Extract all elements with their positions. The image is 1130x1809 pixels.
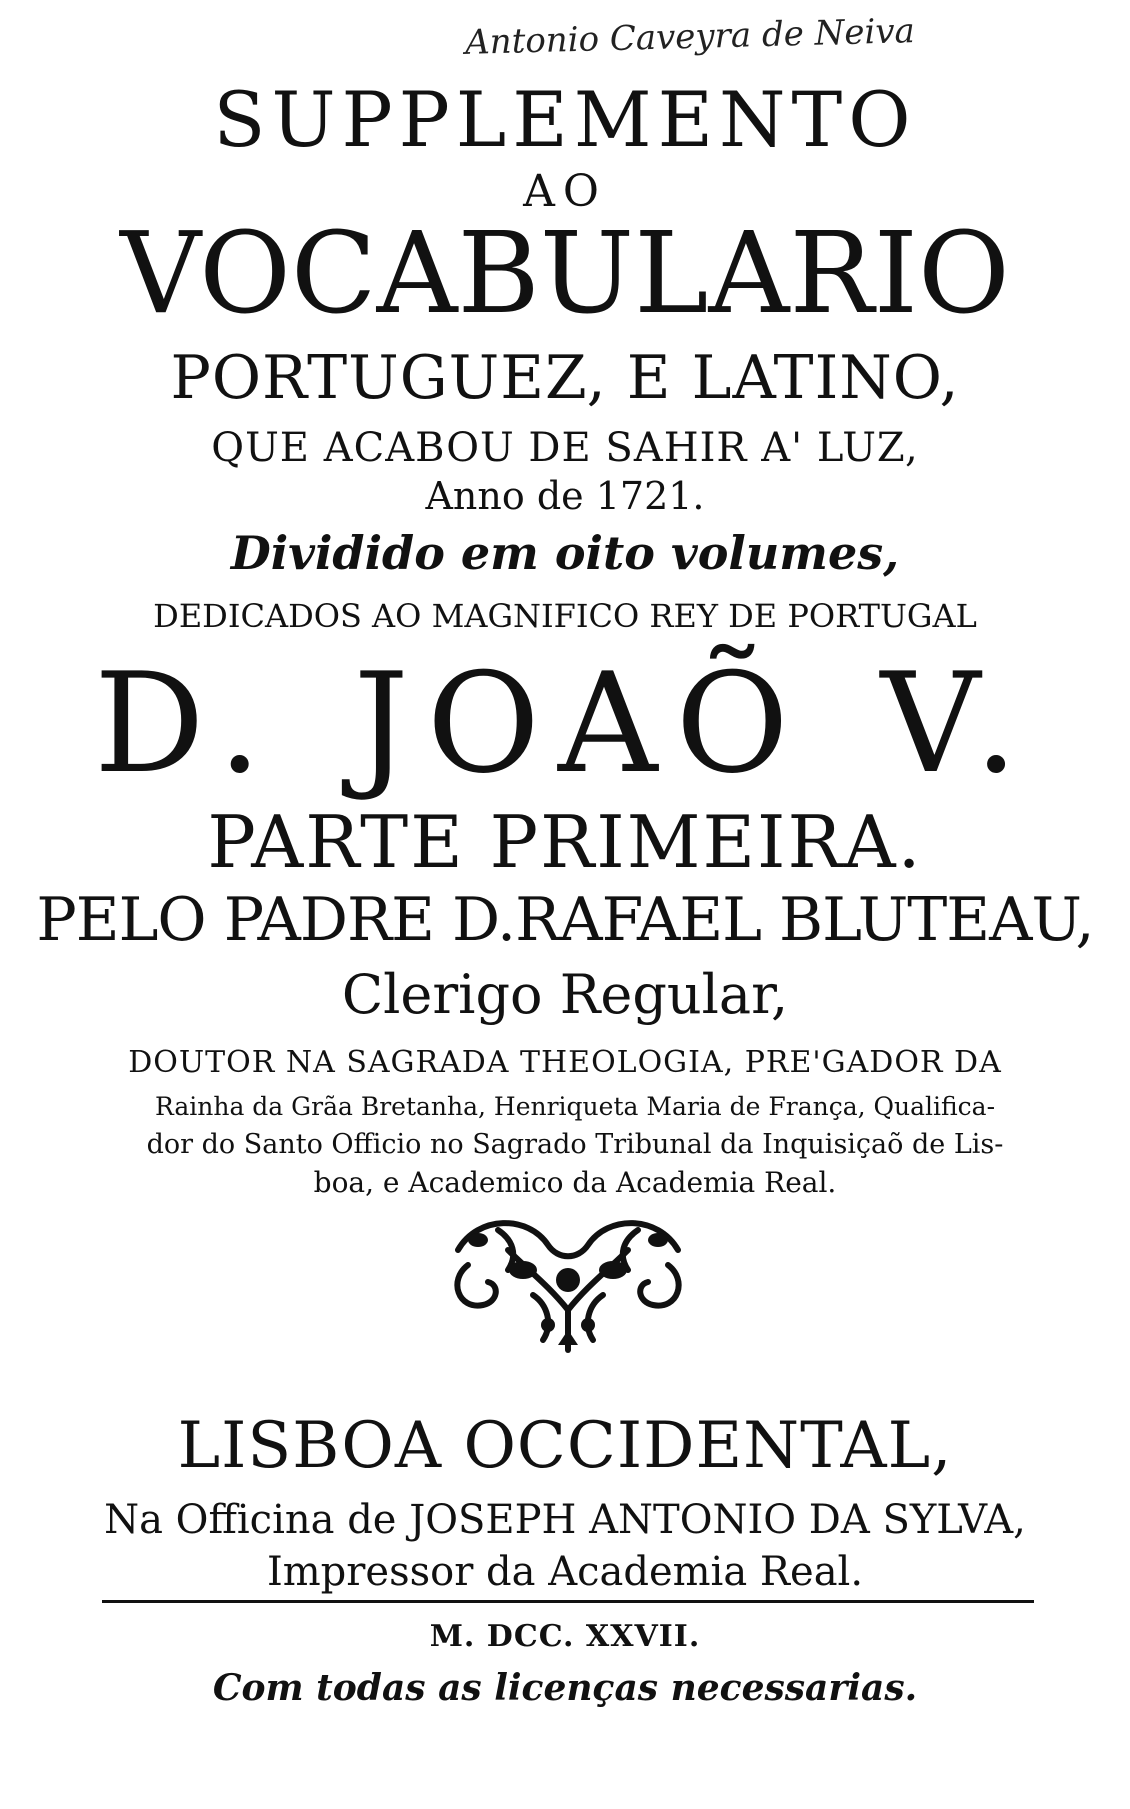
title-supplemento: SUPPLEMENTO bbox=[213, 75, 917, 164]
imprint-licencas: Com todas as licenças necessarias. bbox=[212, 1667, 918, 1709]
title-que-acabou: QUE ACABOU DE SAHIR A' LUZ, bbox=[211, 425, 919, 471]
handwritten-signature: Antonio Caveyra de Neiva bbox=[464, 11, 916, 63]
floral-ornament-icon bbox=[438, 1210, 698, 1355]
imprint-lisboa: LISBOA OCCIDENTAL, bbox=[177, 1409, 953, 1483]
author-description-line: Rainha da Grãa Bretanha, Henriqueta Maria de França, Qualifica- bbox=[154, 1092, 996, 1121]
divider bbox=[102, 1600, 1034, 1603]
title-ao: AO bbox=[523, 166, 607, 217]
title-portuguez-latino: PORTUGUEZ, E LATINO, bbox=[170, 343, 960, 413]
title-parte-primeira: PARTE PRIMEIRA. bbox=[207, 800, 923, 884]
author-description-line: dor do Santo Officio no Sagrado Tribunal da Inquisiçaõ de Lis- bbox=[146, 1129, 1004, 1160]
title-dedicados: DEDICADOS AO MAGNIFICO REY DE PORTUGAL bbox=[153, 597, 977, 635]
imprint-impressor: Impressor da Academia Real. bbox=[266, 1549, 864, 1595]
author-description bbox=[140, 1088, 1010, 1202]
author-clerigo: Clerigo Regular, bbox=[341, 963, 789, 1026]
author-description-line: boa, e Academico da Academia Real. bbox=[313, 1166, 837, 1199]
imprint-officina: Na Officina de JOSEPH ANTONIO DA SYLVA, bbox=[104, 1497, 1026, 1543]
author-doutor: DOUTOR NA SAGRADA THEOLOGIA, PRE'GADOR DA bbox=[128, 1045, 1002, 1080]
title-joao-v: D. JOAÕ V. bbox=[94, 643, 1036, 804]
author-name: PELO PADRE D.RAFAEL BLUTEAU, bbox=[36, 885, 1094, 955]
title-vocabulario: VOCABULARIO bbox=[120, 209, 1010, 339]
title-anno: Anno de 1721. bbox=[425, 474, 705, 518]
imprint-year: M. DCC. XXVII. bbox=[429, 1619, 701, 1654]
title-dividido: Dividido em oito volumes, bbox=[230, 526, 900, 580]
